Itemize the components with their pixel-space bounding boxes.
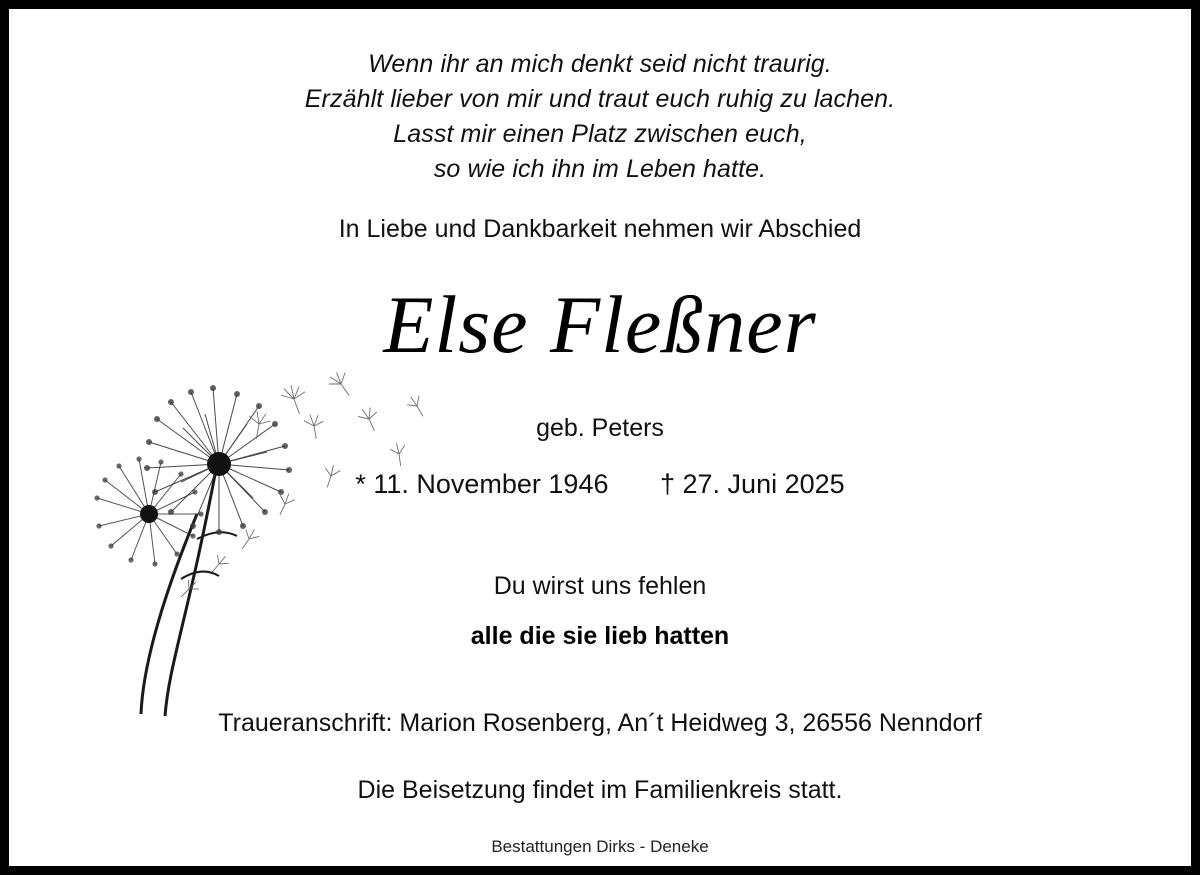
life-dates	[9, 469, 1191, 500]
birth-date: * 11. November 1946	[355, 469, 609, 499]
deceased-name: Else Fleßner	[383, 279, 817, 370]
farewell-line-1: Du wirst uns fehlen	[493, 572, 707, 600]
card-inner	[9, 9, 1191, 866]
funeral-home-footer: Bestattungen Dirks - Deneke	[491, 837, 709, 856]
death-date: † 27. Juni 2025	[660, 469, 845, 499]
mourning-address: Traueranschrift: Marion Rosenberg, An´t Heidweg 3, 26556 Nenndorf	[218, 709, 982, 737]
intro-text: In Liebe und Dankbarkeit nehmen wir Abschied	[338, 215, 862, 243]
maiden-name: geb. Peters	[536, 414, 664, 442]
poem-line-1: Wenn ihr an mich denkt seid nicht traurig.	[368, 50, 832, 78]
poem-block	[9, 47, 1191, 187]
farewell-line-2: alle die sie lieb hatten	[470, 622, 730, 650]
poem-line-2: Erzählt lieber von mir und traut euch ruhig zu lachen.	[304, 85, 896, 113]
poem-line-3: Lasst mir einen Platz zwischen euch,	[393, 120, 807, 148]
service-note: Die Beisetzung findet im Familienkreis statt.	[357, 776, 843, 804]
poem-line-4: so wie ich ihn im Leben hatte.	[433, 155, 767, 183]
